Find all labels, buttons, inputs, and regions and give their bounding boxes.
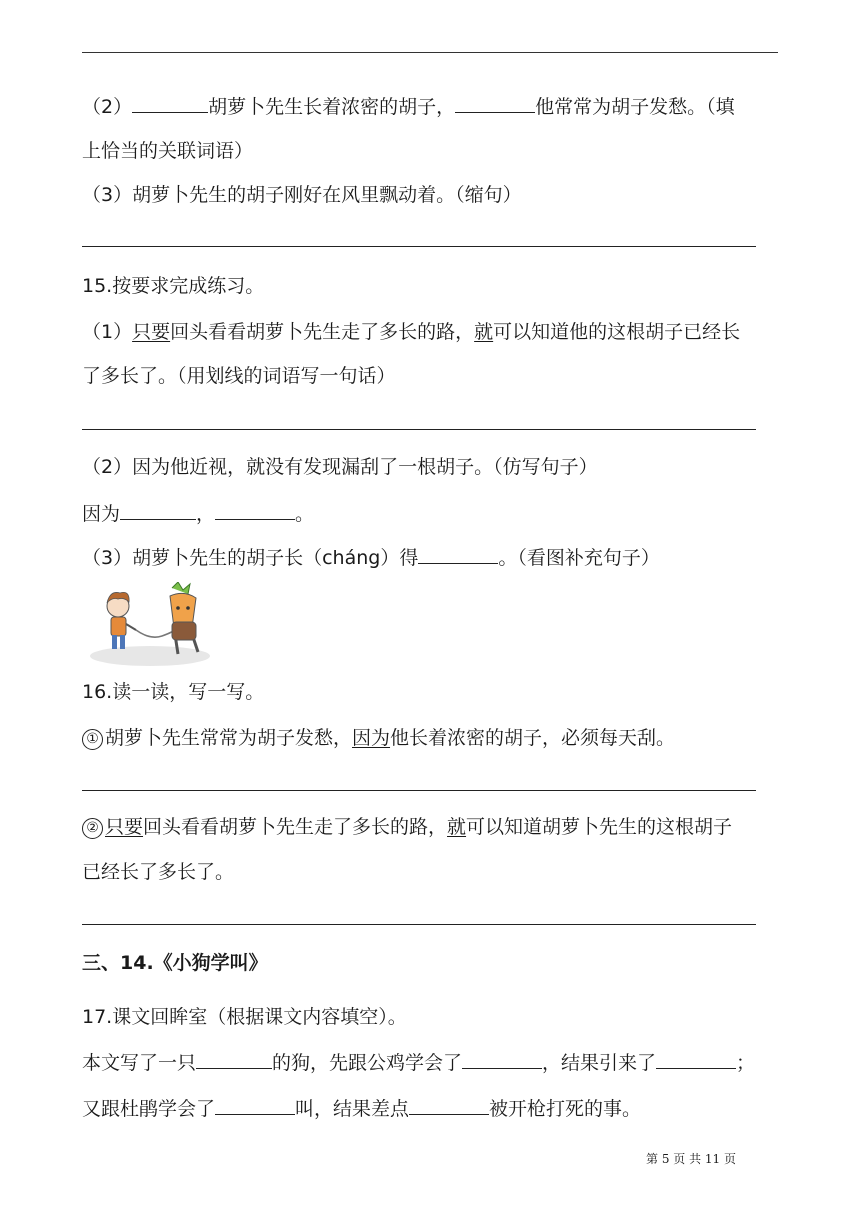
boy-and-carrot-illustration [88,582,218,666]
answer-line[interactable] [82,790,756,791]
q14-part2-cont: 上恰当的关联词语） [82,140,254,162]
answer-blank[interactable] [196,1050,272,1069]
header-rule [82,52,778,53]
answer-blank[interactable] [462,1050,542,1069]
answer-blank[interactable] [215,501,295,520]
q15-part2-answer: 因为 ， 。 [82,503,315,525]
section-heading: 三、14.《小狗学叫》 [82,952,268,974]
q15-part1-cont: 了多长了。（用划线的词语写一句话） [82,365,396,387]
q14-part3: （3）胡萝卜先生的胡子刚好在风里飘动着。（缩句） [82,184,522,206]
answer-blank[interactable] [409,1096,489,1115]
q16-sentence2: ② 只要回头看看胡萝卜先生走了多长的路，就可以知道胡萝卜先生的这根胡子 [82,815,732,839]
q15-part1: （1）只要回头看看胡萝卜先生走了多长的路，就可以知道他的这根胡子已经长 [82,321,741,343]
answer-blank[interactable] [132,94,208,113]
answer-blank[interactable] [656,1050,736,1069]
page-number: 第 5 页 共 11 页 [646,1152,736,1166]
answer-line[interactable] [82,246,756,247]
q16-title: 16.读一读，写一写。 [82,681,265,703]
q15-title: 15.按要求完成练习。 [82,275,265,297]
q15-part3: （3）胡萝卜先生的胡子长（cháng）得 。（看图补充句子） [82,547,660,569]
answer-blank[interactable] [120,501,196,520]
q17-line1: 本文写了一只 的狗，先跟公鸡学会了 ，结果引来了 ； [82,1052,756,1074]
q17-line2: 又跟杜鹃学会了 叫，结果差点 被开枪打死的事。 [82,1098,642,1120]
q16-sentence2-cont: 已经长了多长了。 [82,861,235,883]
q17-title: 17.课文回眸室（根据课文内容填空）。 [82,1006,407,1028]
answer-blank[interactable] [418,545,498,564]
answer-blank[interactable] [215,1096,295,1115]
q16-sentence1: ① 胡萝卜先生常常为胡子发愁，因为他长着浓密的胡子，必须每天刮。 [82,726,675,750]
q15-part2: （2）因为他近视，就没有发现漏刮了一根胡子。（仿写句子） [82,456,598,478]
answer-line[interactable] [82,924,756,925]
q14-part2: （2） 胡萝卜先生长着浓密的胡子， 他常常为胡子发愁。（填 [82,96,735,118]
answer-line[interactable] [82,429,756,430]
answer-blank[interactable] [455,94,535,113]
